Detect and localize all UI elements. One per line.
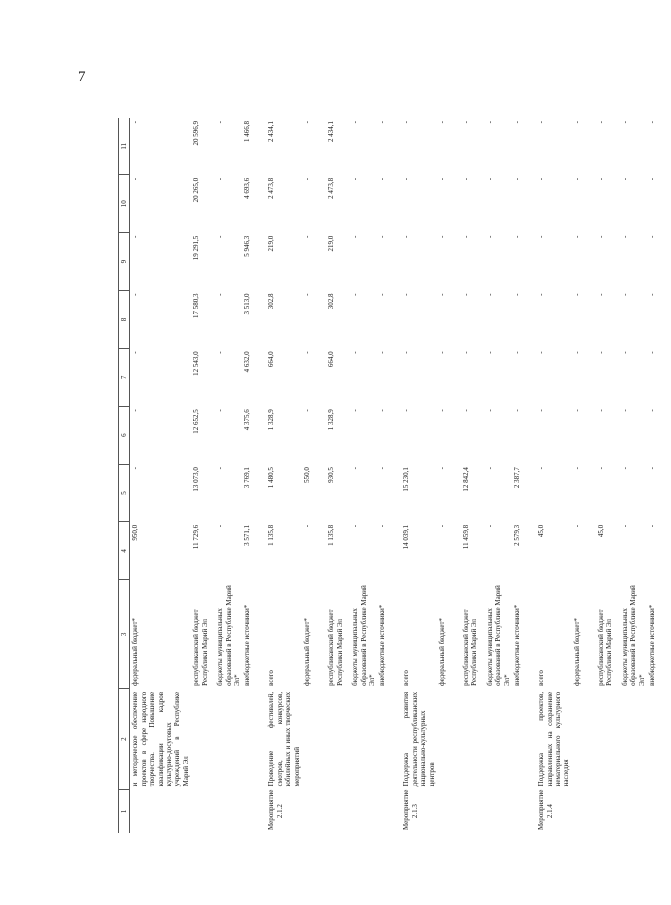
- funding-source: всего: [537, 670, 546, 686]
- amount-cell: 1 135,8: [267, 524, 276, 546]
- amount-cell: -: [437, 524, 446, 528]
- measure-code: [377, 789, 401, 833]
- amount-cell: -: [572, 177, 581, 181]
- amount-cell: -: [131, 121, 140, 124]
- amount-cell: 5 946,3: [243, 235, 252, 257]
- measure-name: Проведение фестивалей, смотров, конкурсов, юбилейных и иных творческих мероприятий: [267, 691, 301, 787]
- measure-code: [130, 789, 191, 833]
- amount-cell: -: [351, 235, 360, 239]
- amount-cell: 930,5: [327, 467, 336, 483]
- measure-name: [485, 689, 512, 789]
- amount-cell: -: [620, 351, 629, 354]
- funding-source: внебюджетные источники*: [513, 604, 522, 686]
- amount-cell: -: [461, 235, 470, 239]
- amount-cell: -: [513, 177, 522, 181]
- table-row: [512, 118, 536, 833]
- amount-cell: -: [572, 351, 581, 354]
- amount-cell: -: [378, 409, 387, 412]
- measure-code: Мероприятие 2.1.4: [537, 789, 554, 830]
- amount-cell: -: [513, 293, 522, 296]
- amount-cell: -: [620, 177, 629, 181]
- funding-source: бюджеты муниципальных образований в Республике Марий Эл*: [216, 585, 242, 686]
- amount-cell: -: [437, 177, 446, 181]
- amount-cell: -: [461, 177, 470, 181]
- amount-cell: -: [437, 121, 446, 124]
- table-row: [302, 118, 326, 833]
- amount-cell: -: [513, 409, 522, 412]
- measure-name: [572, 689, 596, 789]
- funding-source: внебюджетные источники*: [243, 604, 252, 686]
- amount-cell: -: [131, 177, 140, 181]
- amount-cell: 3 769,1: [243, 467, 252, 489]
- amount-cell: 17 580,3: [192, 293, 201, 319]
- amount-cell: 19 291,5: [192, 235, 201, 261]
- amount-cell: 664,0: [267, 351, 276, 368]
- amount-cell: -: [378, 177, 387, 181]
- funding-source: внебюджетные источники*: [378, 604, 387, 686]
- amount-cell: -: [572, 467, 581, 470]
- amount-cell: -: [216, 293, 225, 296]
- amount-cell: 2 434,1: [327, 121, 336, 142]
- amount-cell: -: [485, 235, 494, 239]
- amount-cell: -: [596, 409, 605, 412]
- amount-cell: -: [437, 235, 446, 239]
- amount-cell: -: [596, 351, 605, 354]
- column-header-3: 3: [119, 580, 130, 689]
- amount-cell: 3 571,1: [243, 524, 252, 546]
- funding-source: федеральный бюджет*: [437, 617, 446, 686]
- amount-cell: -: [461, 409, 470, 412]
- amount-cell: -: [303, 121, 312, 124]
- measure-name: Поддержка развития деятельности республиканских национально-культурных центров: [402, 691, 436, 787]
- amount-cell: 11 729,6: [192, 524, 201, 550]
- amount-cell: -: [303, 524, 312, 528]
- amount-cell: 12 652,5: [192, 409, 201, 434]
- amount-cell: -: [303, 351, 312, 354]
- funding-source: федеральный бюджет*: [303, 617, 312, 686]
- amount-cell: 1 466,8: [243, 121, 252, 142]
- column-header-4: 4: [119, 522, 130, 580]
- measure-name: [437, 689, 461, 789]
- funding-source: республиканский бюджет Республики Марий Эл: [327, 609, 344, 686]
- amount-cell: -: [648, 235, 656, 239]
- amount-cell: 1 328,9: [327, 409, 336, 431]
- measure-code: [485, 789, 512, 833]
- amount-cell: -: [378, 121, 387, 124]
- measure-code: Мероприятие 2.1.2: [267, 789, 284, 830]
- amount-cell: 3 513,0: [243, 293, 252, 315]
- column-header-7: 7: [119, 348, 130, 406]
- amount-cell: -: [402, 177, 411, 181]
- amount-cell: -: [485, 351, 494, 354]
- amount-cell: -: [131, 293, 140, 296]
- table-row: [326, 118, 350, 833]
- amount-cell: 550,0: [303, 467, 312, 483]
- amount-cell: 4 693,6: [243, 177, 252, 199]
- amount-cell: -: [572, 524, 581, 528]
- funding-source: бюджеты муниципальных образований в Республике Марий Эл*: [351, 585, 376, 686]
- header-row: [119, 118, 130, 833]
- column-header-6: 6: [119, 406, 130, 464]
- amount-cell: 11 459,8: [461, 524, 470, 550]
- amount-cell: -: [216, 235, 225, 239]
- amount-cell: -: [303, 235, 312, 239]
- table-row: [437, 118, 461, 833]
- amount-cell: -: [216, 121, 225, 124]
- amount-cell: -: [216, 177, 225, 181]
- amount-cell: -: [620, 293, 629, 296]
- amount-cell: -: [402, 235, 411, 239]
- measure-name: [350, 689, 377, 789]
- measure-code: [620, 789, 647, 833]
- measure-name: [215, 689, 242, 789]
- amount-cell: 45,0: [596, 524, 605, 538]
- amount-cell: -: [513, 235, 522, 239]
- table-row: [215, 118, 242, 833]
- amount-cell: -: [131, 467, 140, 470]
- amount-cell: 14 039,1: [402, 524, 411, 550]
- funding-source: республиканский бюджет Республики Марий Эл: [461, 609, 479, 686]
- amount-cell: 20 265,0: [192, 177, 201, 203]
- amount-cell: -: [513, 351, 522, 354]
- amount-cell: -: [485, 293, 494, 296]
- amount-cell: 2 473,8: [327, 177, 336, 199]
- amount-cell: -: [537, 177, 546, 181]
- amount-cell: -: [402, 409, 411, 412]
- table-row: [266, 118, 302, 833]
- measure-name: [512, 689, 536, 789]
- amount-cell: -: [378, 351, 387, 354]
- measure-code: [461, 789, 485, 833]
- amount-cell: -: [648, 177, 656, 181]
- funding-source: всего: [267, 670, 276, 686]
- column-header-8: 8: [119, 291, 130, 349]
- amount-cell: -: [378, 467, 387, 470]
- amount-cell: -: [351, 351, 360, 354]
- amount-cell: -: [378, 524, 387, 528]
- amount-cell: 12 543,0: [192, 351, 201, 376]
- table-row: [485, 118, 512, 833]
- amount-cell: -: [378, 293, 387, 296]
- measure-name: [620, 689, 647, 789]
- measure-code: [242, 789, 266, 833]
- measure-code: [437, 789, 461, 833]
- amount-cell: -: [216, 409, 225, 412]
- measure-name: [326, 689, 350, 789]
- amount-cell: -: [485, 409, 494, 412]
- measure-name: [377, 689, 401, 789]
- measure-code: [191, 789, 215, 833]
- amount-cell: 1 328,9: [267, 409, 276, 431]
- funding-source: федеральный бюджет*: [572, 617, 581, 686]
- amount-cell: -: [378, 235, 387, 239]
- amount-cell: -: [351, 121, 360, 124]
- amount-cell: 2 387,7: [513, 467, 522, 489]
- amount-cell: -: [620, 524, 629, 528]
- table-row: [461, 118, 485, 833]
- column-header-2: 2: [119, 689, 130, 789]
- amount-cell: 664,0: [327, 351, 336, 368]
- table-row: [647, 118, 671, 833]
- table-row: [401, 118, 437, 833]
- amount-cell: -: [461, 121, 470, 124]
- measure-code: [512, 789, 536, 833]
- amount-cell: 2 473,8: [267, 177, 276, 199]
- amount-cell: -: [303, 409, 312, 412]
- amount-cell: -: [537, 235, 546, 239]
- amount-cell: 15 230,1: [402, 467, 411, 492]
- amount-cell: -: [216, 351, 225, 354]
- measure-name: и методическое обеспечение проектов в сфере народного творчества. Повышение квалификации кадров культурно-досуговых учреждений в Республике Марий Эл: [131, 691, 190, 787]
- amount-cell: -: [572, 235, 581, 239]
- measure-name: [191, 689, 215, 789]
- amount-cell: -: [402, 121, 411, 124]
- table-row: [536, 118, 572, 833]
- amount-cell: -: [648, 467, 656, 470]
- amount-cell: -: [303, 293, 312, 296]
- measure-name: [461, 689, 485, 789]
- page-number: 7: [78, 69, 86, 85]
- amount-cell: 12 842,4: [461, 467, 470, 492]
- amount-cell: 13 073,0: [192, 467, 201, 492]
- measure-code: [350, 789, 377, 833]
- amount-cell: 4 632,0: [243, 351, 252, 373]
- table-row: [572, 118, 596, 833]
- amount-cell: 950,0: [131, 524, 140, 541]
- amount-cell: 1 135,8: [327, 524, 336, 546]
- amount-cell: -: [485, 177, 494, 181]
- measure-code: Мероприятие 2.1.3: [402, 789, 419, 830]
- amount-cell: -: [461, 293, 470, 296]
- amount-cell: -: [537, 351, 546, 354]
- funding-source: бюджеты муниципальных образований в Республике Марий Эл*: [485, 585, 511, 686]
- column-header-1: 1: [119, 789, 130, 833]
- amount-cell: -: [131, 351, 140, 354]
- amount-cell: -: [131, 235, 140, 239]
- measure-name: Поддержка проектов, направленных на сохранение нематериального культурного наследия: [537, 691, 571, 787]
- amount-cell: -: [303, 177, 312, 181]
- amount-cell: 1 480,5: [267, 467, 276, 489]
- amount-cell: -: [402, 351, 411, 354]
- amount-cell: -: [620, 409, 629, 412]
- amount-cell: -: [461, 351, 470, 354]
- amount-cell: -: [513, 121, 522, 124]
- amount-cell: -: [537, 121, 546, 124]
- amount-cell: -: [596, 467, 605, 470]
- amount-cell: 302,8: [327, 293, 336, 310]
- table-row: [191, 118, 215, 833]
- amount-cell: -: [596, 293, 605, 296]
- table-row: [350, 118, 377, 833]
- funding-source: бюджеты муниципальных образований в Республике Марий Эл*: [620, 585, 646, 686]
- amount-cell: -: [485, 524, 494, 528]
- amount-cell: -: [620, 467, 629, 470]
- amount-cell: -: [216, 524, 225, 528]
- funding-source: внебюджетные источники*: [648, 604, 656, 686]
- amount-cell: -: [648, 524, 656, 528]
- measure-name: [302, 689, 326, 789]
- amount-cell: -: [648, 293, 656, 296]
- amount-cell: -: [485, 121, 494, 124]
- table-row: [242, 118, 266, 833]
- amount-cell: -: [437, 409, 446, 412]
- amount-cell: -: [648, 351, 656, 354]
- table-row: [130, 118, 191, 833]
- amount-cell: -: [131, 409, 140, 412]
- funding-source: федеральный бюджет*: [131, 617, 140, 686]
- amount-cell: 20 596,9: [192, 121, 201, 146]
- amount-cell: 302,8: [267, 293, 276, 310]
- amount-cell: -: [620, 235, 629, 239]
- column-header-10: 10: [119, 175, 130, 233]
- table-body: [130, 118, 671, 833]
- amount-cell: 219,0: [327, 235, 336, 252]
- measure-name: [596, 689, 620, 789]
- measure-code: [572, 789, 596, 833]
- amount-cell: -: [572, 121, 581, 124]
- funding-source: республиканский бюджет Республики Марий Эл: [192, 609, 209, 686]
- column-header-9: 9: [119, 233, 130, 291]
- amount-cell: -: [620, 121, 629, 124]
- amount-cell: -: [572, 409, 581, 412]
- amount-cell: -: [437, 351, 446, 354]
- table-row: [596, 118, 620, 833]
- amount-cell: -: [596, 177, 605, 181]
- budget-table: [118, 118, 671, 833]
- amount-cell: -: [537, 467, 546, 470]
- measure-code: [302, 789, 326, 833]
- table-header: [119, 118, 130, 833]
- table-row: [620, 118, 647, 833]
- amount-cell: 219,0: [267, 235, 276, 252]
- table-row: [377, 118, 401, 833]
- amount-cell: 45,0: [537, 524, 546, 538]
- amount-cell: -: [351, 524, 360, 528]
- amount-cell: -: [351, 177, 360, 181]
- rotated-table-container: [118, 118, 656, 833]
- amount-cell: -: [437, 293, 446, 296]
- measure-name: [647, 689, 671, 789]
- amount-cell: -: [402, 293, 411, 296]
- amount-cell: -: [572, 293, 581, 296]
- amount-cell: -: [596, 235, 605, 239]
- measure-name: [242, 689, 266, 789]
- funding-source: всего: [402, 670, 411, 686]
- funding-source: республиканский бюджет Республики Марий Эл: [596, 609, 614, 686]
- amount-cell: 2 579,3: [513, 524, 522, 546]
- column-header-11: 11: [119, 118, 130, 175]
- column-header-5: 5: [119, 464, 130, 522]
- amount-cell: -: [648, 409, 656, 412]
- amount-cell: -: [216, 467, 225, 470]
- measure-code: [215, 789, 242, 833]
- measure-code: [326, 789, 350, 833]
- amount-cell: -: [537, 293, 546, 296]
- amount-cell: -: [485, 467, 494, 470]
- measure-code: [596, 789, 620, 833]
- amount-cell: -: [537, 409, 546, 412]
- amount-cell: -: [351, 409, 360, 412]
- amount-cell: -: [648, 121, 656, 124]
- amount-cell: -: [351, 293, 360, 296]
- amount-cell: -: [596, 121, 605, 124]
- amount-cell: -: [351, 467, 360, 470]
- amount-cell: 2 434,1: [267, 121, 276, 142]
- measure-code: [647, 789, 671, 833]
- amount-cell: -: [437, 467, 446, 470]
- amount-cell: 4 375,6: [243, 409, 252, 431]
